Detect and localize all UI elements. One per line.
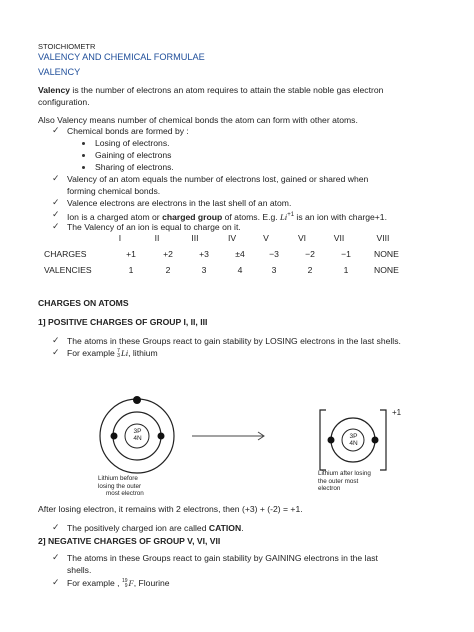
cation-text-c: . bbox=[241, 523, 244, 533]
nucleus-label-after bbox=[346, 433, 361, 447]
arrow-icon bbox=[192, 432, 264, 440]
valency-cell: 1 bbox=[128, 265, 134, 275]
electron-inner bbox=[111, 433, 118, 440]
check-icon: ✓ bbox=[52, 347, 60, 357]
electron-inner bbox=[328, 437, 335, 444]
positive-losing-text: The atoms in these Groups react to gain stability by LOSING electrons in the last shells. bbox=[67, 336, 401, 346]
fluorine-example bbox=[67, 577, 170, 589]
valency-cell: NONE bbox=[374, 265, 399, 275]
valency-cell: 3 bbox=[201, 265, 207, 275]
negative-gaining-l1: The atoms in these Groups react to gain stability by GAINING electrons in the last bbox=[67, 553, 378, 563]
fluorine-text-b: , Flourine bbox=[133, 578, 170, 588]
charge-cell: NONE bbox=[374, 249, 399, 259]
electron-inner bbox=[158, 433, 165, 440]
ion-text-c: is an ion with charge+1. bbox=[294, 211, 387, 222]
group-header: VIII bbox=[376, 233, 390, 243]
nucleus-label-before bbox=[130, 428, 145, 442]
mass-number: 19 bbox=[121, 577, 128, 584]
charges-on-atoms-heading: CHARGES ON ATOMS bbox=[38, 298, 129, 308]
valency-cell: 4 bbox=[237, 265, 243, 275]
protons-label: 3P bbox=[133, 428, 142, 435]
sub-bullet-sharing: Sharing of electrons. bbox=[95, 162, 174, 172]
charge-cell: −3 bbox=[269, 249, 279, 259]
ion-charge-label: +1 bbox=[392, 408, 402, 417]
valency-cell: 3 bbox=[271, 265, 277, 275]
group-header: I bbox=[118, 233, 122, 243]
sub-bullet-gaining: Gaining of electrons bbox=[95, 150, 172, 160]
bullet-dot-icon bbox=[82, 142, 85, 145]
charge-cell: ±4 bbox=[235, 249, 245, 259]
positive-charges-heading: 1] POSITIVE CHARGES OF GROUP I, II, III bbox=[38, 317, 208, 327]
valencies-label: VALENCIES bbox=[44, 265, 92, 275]
mass-number: 7 bbox=[117, 347, 120, 354]
bullet-valence-electrons: Valence electrons are electrons in the last shell of an atom. bbox=[67, 198, 292, 208]
cation-term: CATION bbox=[208, 523, 242, 533]
atomic-number: 3 bbox=[117, 352, 120, 359]
page-title: VALENCY AND CHEMICAL FORMULAE bbox=[38, 52, 205, 62]
atomic-number: 9 bbox=[124, 582, 128, 589]
caption-before-l3: most electron bbox=[106, 490, 144, 497]
ion-text-b: of atoms. E.g. bbox=[222, 211, 281, 222]
charged-group-term: charged group bbox=[162, 211, 223, 222]
electron-inner bbox=[372, 437, 379, 444]
protons-label: 3P bbox=[349, 433, 358, 440]
electron-outer bbox=[133, 396, 141, 404]
charge-cell: +1 bbox=[126, 249, 136, 259]
check-icon: ✓ bbox=[52, 577, 60, 587]
group-header: II bbox=[154, 233, 160, 243]
check-icon: ✓ bbox=[52, 335, 60, 345]
valency-cell: 1 bbox=[343, 265, 349, 275]
negative-gaining-l2: shells. bbox=[67, 565, 92, 575]
cation-definition bbox=[67, 522, 244, 534]
intro-line-2: configuration. bbox=[38, 97, 90, 107]
bracket-right bbox=[380, 410, 386, 470]
cation-text-a: The positively charged ion are called bbox=[67, 523, 209, 533]
section-title-valency: VALENCY bbox=[38, 67, 81, 77]
caption-after-l2: the outer most bbox=[318, 477, 359, 485]
lithium-symbol: Li bbox=[120, 348, 129, 358]
group-header: IV bbox=[227, 233, 237, 243]
caption-before-l1: Lithium before bbox=[98, 475, 138, 482]
caption-after-l1: Lithium after losing bbox=[318, 470, 371, 477]
ion-text-a: Ion is a charged atom or bbox=[67, 211, 163, 222]
caption-before bbox=[98, 475, 144, 498]
check-icon: ✓ bbox=[52, 173, 60, 183]
bullet-valency-equals-l1: Valency of an atom equals the number of electrons lost, gained or shared when bbox=[67, 174, 369, 184]
bracket-left bbox=[320, 410, 326, 470]
bullet-valency-equals-l2: forming chemical bonds. bbox=[67, 186, 161, 196]
charge-cell: −2 bbox=[305, 249, 315, 259]
neutrons-label: 4N bbox=[349, 440, 358, 447]
caption-after bbox=[318, 470, 371, 493]
group-header: VII bbox=[333, 233, 345, 243]
group-header: V bbox=[263, 233, 269, 243]
ion-charge-sup: +1 bbox=[287, 212, 295, 218]
bullet-dot-icon bbox=[82, 154, 85, 157]
sub-bullet-losing: Losing of electrons. bbox=[95, 138, 170, 148]
header-label: STOICHIOMETR bbox=[38, 42, 96, 51]
example-text-b: , lithium bbox=[128, 348, 158, 358]
valency-cell: 2 bbox=[307, 265, 313, 275]
valency-term: Valency bbox=[38, 85, 71, 95]
ion-symbol: Li bbox=[280, 211, 288, 222]
charge-cell: +3 bbox=[199, 249, 209, 259]
fluorine-symbol: F bbox=[128, 578, 134, 588]
caption-before-l2: losing the outer bbox=[98, 482, 142, 490]
valency-cell: 2 bbox=[165, 265, 171, 275]
check-icon: ✓ bbox=[52, 522, 60, 532]
negative-charges-heading: 2] NEGATIVE CHARGES OF GROUP V, VI, VII bbox=[38, 536, 221, 546]
charge-cell: +2 bbox=[163, 249, 173, 259]
intro-line-1 bbox=[38, 84, 383, 96]
bullet-dot-icon bbox=[82, 166, 85, 169]
intro-line-1-text: is the number of electrons an atom requires to attain the stable noble gas electron bbox=[70, 85, 384, 95]
charge-cell: −1 bbox=[341, 249, 351, 259]
check-icon: ✓ bbox=[52, 125, 60, 135]
neutrons-label: 4N bbox=[133, 435, 142, 442]
check-icon: ✓ bbox=[52, 197, 60, 207]
example-text-a: For example bbox=[67, 348, 118, 358]
bullet-bonds: Chemical bonds are formed by : bbox=[67, 126, 189, 136]
intro-line-3: Also Valency means number of chemical bonds the atom can form with other atoms. bbox=[38, 115, 358, 125]
check-icon: ✓ bbox=[52, 221, 60, 231]
charges-label: CHARGES bbox=[44, 249, 87, 259]
check-icon: ✓ bbox=[52, 552, 60, 562]
lithium-example bbox=[67, 347, 158, 359]
check-icon: ✓ bbox=[52, 209, 60, 219]
group-header: VI bbox=[297, 233, 307, 243]
caption-after-l3: electron bbox=[318, 485, 341, 492]
after-losing-text: After losing electron, it remains with 2 electrons, then (+3) + (-2) = +1. bbox=[38, 504, 303, 514]
group-header: III bbox=[191, 233, 199, 243]
bullet-ion-valency: The Valency of an ion is equal to charge on it. bbox=[67, 222, 241, 232]
fluorine-text-a: For example , bbox=[67, 578, 122, 588]
